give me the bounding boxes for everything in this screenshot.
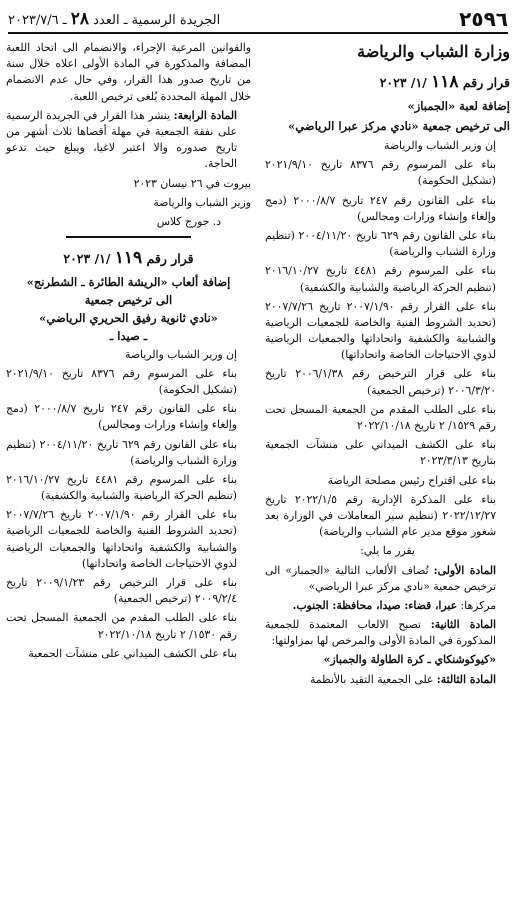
issue-number: ٢٨ [70,9,90,29]
recital: بناء على اقتراح رئيس مصلحة الرياضة [327,473,496,487]
article-3-continued: والقوانين المرعية الإجراء، والانضمام الى اتحاد اللعبة المضافة والمذكورة في المادة الأولى اعلاه خلال سنة من تاريخ صدور هذا القرار، وفي حال عدم الانضمام خلال المهلة المحددة يُلغى ترخيص اللعبة. [6,41,251,103]
association-hq: مركزها: عبرا، قضاء: صيدا، محافظة: الجنوب. [292,598,496,612]
right-column [265,40,510,919]
page-number: ٢٥٩٦ [459,7,508,31]
article-4: المادة الرابعة: ينشر هذا القرار في الجريدة الرسمية على نفقة الجمعية في مهلة أقصاها ثلاث أشهر من تاريخ صدوره والا اعتبر لاغيا، ويبلغ حيث تدعو الحاجة. [6,108,237,171]
recital: بناء على القانون رقم ٦٢٩ تاريخ ٢٠٠٤/١١/٢٠ (تنظيم وزارة الشباب والرياضة) [265,228,496,259]
recital: بناء على المذكرة الإدارية رقم ٢٠٢٢/١/٥ تاريخ ٢٠٢٢/١٢/٢٧ (تنظيم سير المعاملات في الوزارة بعد شغور موقع مدير عام الشباب والرياضة) [265,492,496,539]
recital: بناء على قرار الترخيص رقم ٢٠٠٦/١/٣٨ تاريخ ٢٠٠٦/٣/٢٠ (ترخيص الجمعية) [265,367,496,397]
recital: بناء على قرار الترخيص رقم ٢٠٠٩/١/٢٣ تاريخ ٢٠٠٩/٢/٤ (ترخيص الجمعية) [6,576,237,606]
recital: بناء على الكشف الميداني على منشآت الجمعية بتاريخ ٢٠٢٣/٣/١٣ [265,438,496,468]
decision-118-heading: قرار رقم ١١٨ /١/ ٢٠٢٣ [379,72,510,92]
page-header [8,6,508,34]
place-date: بيروت في ٢٦ نيسان ٢٠٢٣ [133,176,251,190]
recital: بناء على القانون رقم ٢٤٧ تاريخ ٢٠٠٠/٨/٧ (دمج وإلغاء وإنشاء وزارات ومجالس) [6,402,237,432]
article-2: المادة الثانية: تصبح الالعاب المعتمدة للجمعية المذكورة في المادة الأولى والمرخص لها بمزاولتها: [265,618,496,648]
recital: بناء على المرسوم رقم ٤٤٨١ تاريخ ٢٠١٦/١٠/٢٧ (تنظيم الحركة الرياضية والشبابية والكشفية) [6,472,237,503]
page-body [6,40,510,919]
approved-games: «كيوكوشنكاي ـ كرة الطاولة والجمباز» [323,653,496,667]
recital: بناء على الطلب المقدم من الجمعية المسجل تحت رقم ١٥٣٠/ ٢ تاريخ ٢٠٢٢/١٠/١٨ [6,611,237,641]
decides-line: يقرر ما يلي: [360,544,415,558]
decision-119-club: «نادي ثانوية رفيق الحريري الرياضي» [39,311,218,326]
recital: بناء على المرسوم رقم ٨٣٧٦ تاريخ ٢٠٢١/٩/١٠ (تشكيل الحكومة) [265,158,496,188]
gazette-title [8,9,220,29]
decision-118-license: الى ترخيص جمعية «نادي مركز عبرا الرياضي» [288,118,510,133]
signatory-title: وزير الشباب والرياضة [153,195,251,209]
recital: بناء على الطلب المقدم من الجمعية المسجل تحت رقم ١٥٢٩/ ٢ تاريخ ٢٠٢٢/١٠/١٨ [265,402,496,432]
decision-119-subtitle: إضافة ألعاب «الريشة الطائرة ـ الشطرنج» [26,274,231,289]
gazette-prefix: الجريدة الرسمية ـ العدد [93,13,221,28]
recital: بناء على القرار رقم ٢٠٠٧/١/٩٠ تاريخ ٢٠٠٧/٧/٢٦ (تحديد الشروط الفنية والخاصة للجمعيات الرياضية والشبابية والكشفية واتحاداتها والجمعيات الرياضية لذوي الاحتياجات الخاصة واتحاداتها) [265,299,496,362]
decision-118-subtitle: إضافة لعبة «الجمباز» [407,98,510,113]
decision-119-license: الى ترخيص جمعية [84,292,173,307]
recital: بناء على المرسوم رقم ٤٤٨١ تاريخ ٢٠١٦/١٠/٢٧ (تنظيم الحركة الرياضية والشبابية والكشفية) [265,264,496,294]
signatory-name: د. جورج كلاس [156,214,221,228]
left-column [6,40,251,919]
recital: بناء على القانون رقم ٢٤٧ تاريخ ٢٠٠٠/٨/٧ (دمج وإلغاء وإنشاء وزارات ومجالس) [265,193,496,223]
recital: بناء على المرسوم رقم ٨٣٧٦ تاريخ ٢٠٢١/٩/١٠ (تشكيل الحكومة) [6,366,237,396]
article-1: المادة الأولى: تُضاف الألعاب التالية «الجمباز» الى ترخيص جمعية «نادي مركز عبرا الرياضي» [265,563,496,593]
article-3: المادة الثالثة: على الجمعية التقيد بالأنظمة [309,672,496,686]
section-divider [66,236,191,238]
recital: بناء على القرار رقم ٢٠٠٧/١/٩٠ تاريخ ٢٠٠٧/٧/٢٦ (تحديد الشروط الفنية والخاصة للجمعيات الرياضية والشبابية والكشفية واتحاداتها والجمعيات الرياضية لذوي الاحتياجات الخاصة واتحاداتها) [6,508,237,570]
decision-119-heading: قرار رقم ١١٩ /١/ ٢٠٢٣ [63,248,194,269]
minister-line: إن وزير الشباب والرياضة [125,347,237,361]
decision-119-city: ـ صيدا ـ [109,329,148,344]
recital: بناء على الكشف الميداني على منشآت الجمعية [28,646,237,660]
gazette-date: ـ ٢٠٢٣/٧/٦ [8,13,67,28]
recital: بناء على القانون رقم ٦٢٩ تاريخ ٢٠٠٤/١١/٢٠ (تنظيم وزارة الشباب والرياضة) [6,437,237,467]
minister-line: إن وزير الشباب والرياضة [384,139,496,152]
ministry-title: وزارة الشباب والرياضة [357,42,510,61]
